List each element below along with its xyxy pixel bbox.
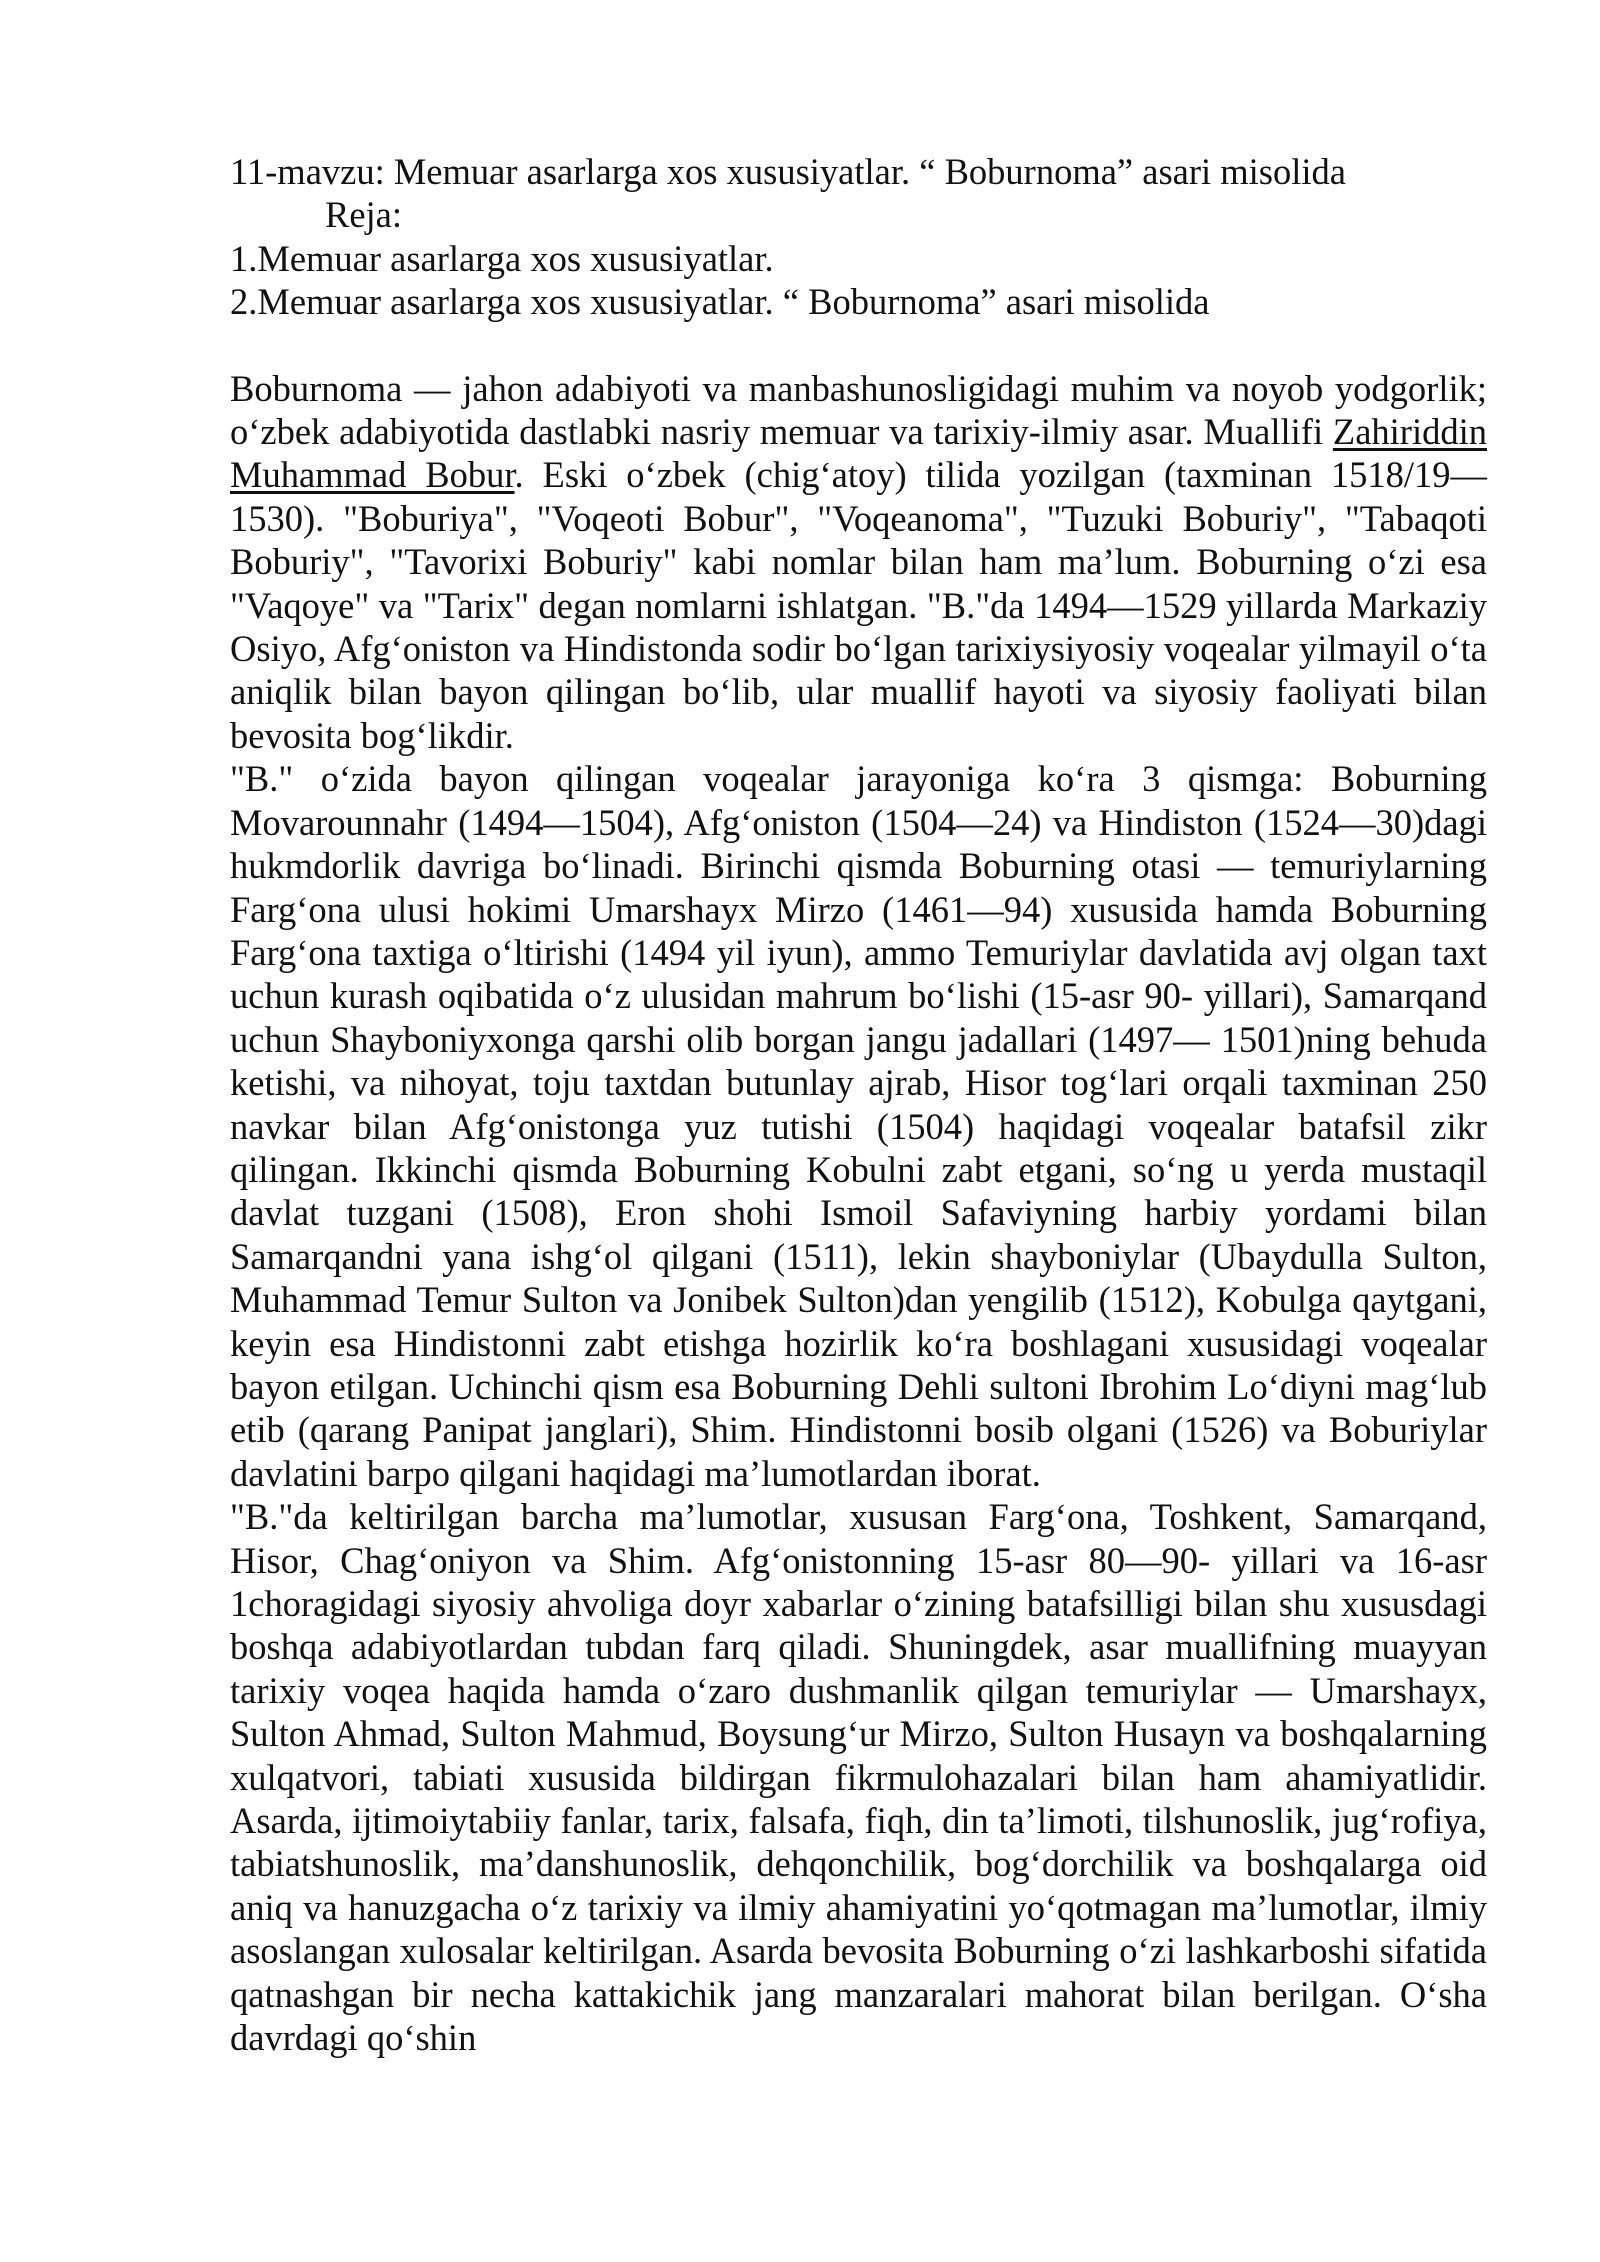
paragraph-introduction-text-start: Boburnoma — jahon adabiyoti va manbashunosligidagi muhim va noyob yodgorlik; oʻzbek adabiyotida dastlabki nasriy memuar va tarixiy-ilmiy asar. Muallifi [230,367,1487,453]
author-link[interactable]: Zahiriddin Muhammad Bobur [230,411,1487,496]
paragraph-introduction [230,367,1487,758]
paragraph-introduction-text-end: . Eski oʻzbek (chigʻatoy) tilida yozilgan (taxminan 1518/19—1530). "Boburiya", "Voqeoti Bobur", "Voqeanoma", "Tuzuki Boburiy", "Tabaqoti Boburiy", "Tavorixi Boburiy" kabi nomlar bilan ham maʼlum. Boburning oʻzi esa "Vaqoye" va "Tarix" degan nomlarni ishlatgan. "B."da 1494—1529 yillarda Markaziy Osiyo, Afgʻoniston va Hindistonda sodir boʻlgan tarixiysiyosiy voqealar yilmayil oʻta aniqlik bilan bayon qilingan boʻlib, ular muallif hayoti va siyosiy faoliyati bilan bevosita bogʻlikdir. [230,454,1487,756]
topic-title: 11-mavzu: Memuar asarlarga xos xususiyatlar. “ Boburnoma” asari misolida [230,151,1346,192]
paragraph-structure: "B." oʻzida bayon qilingan voqealar jarayoniga koʻra 3 qismga: Boburning Movarounnahr (1494—1504), Afgʻoniston (1504—24) va Hindiston (1524—30)dagi hukmdorlik davriga boʻlinadi. Birinchi qismda Boburning otasi — temuriylarning Fargʻona ulusi hokimi Umarshayx Mirzo (1461—94) xususida hamda Boburning Fargʻona taxtiga oʻltirishi (1494 yil iyun), ammo Temuriylar davlatida avj olgan taxt uchun kurash oqibatida oʻz ulusidan mahrum boʻlishi (15-asr 90- yillari), Samarqand uchun Shayboniyxonga qarshi olib borgan jangu jadallari (1497— 1501)ning behuda ketishi, va nihoyat, toju taxtdan butunlay ajrab, Hisor togʻlari orqali taxminan 250 navkar bilan Afgʻonistonga yuz tutishi (1504) haqidagi voqealar batafsil zikr qilingan. Ikkinchi qismda Boburning Kobulni zabt etgani, soʻng u yerda mustaqil davlat tuzgani (1508), Eron shohi Ismoil Safaviyning harbiy yordami bilan Samarqandni yana ishgʻol qilgani (1511), lekin shayboniylar (Ubaydulla Sulton, Muhammad Temur Sulton va Jonibek Sulton)dan yengilib (1512), Kobulga qaytgani, keyin esa Hindistonni zabt etishga hozirlik koʻra boshlagani xususidagi voqealar bayon etilgan. Uchinchi qism esa Boburning Dehli sultoni Ibrohim Loʻdiyni magʻlub etib (qarang Panipat janglari), Shim. Hindistonni bosib olgani (1526) va Boburiylar davlatini barpo qilgani haqidagi maʼlumotlardan iborat. [230,758,1487,1494]
plan-item-1: 1.Memuar asarlarga xos xususiyatlar. [230,237,774,279]
blank-line [230,324,1487,367]
plan-item-2: 2.Memuar asarlarga xos xususiyatlar. “ Boburnoma” asari misolida [230,281,1210,323]
paragraph-significance: "B."da keltirilgan barcha maʼlumotlar, xususan Fargʻona, Toshkent, Samarqand, Hisor, Chagʻoniyon va Shim. Afgʻonistonning 15-asr 80—90- yillari va 16-asr 1choragidagi siyosiy ahvoliga doyr xabarlar oʻzining batafsilligi bilan shu xususdagi boshqa adabiyotlardan tubdan farq qiladi. Shuningdek, asar muallifning muayyan tarixiy voqea haqida hamda oʻzaro dushmanlik qilgan temuriylar — Umarshayx, Sulton Ahmad, Sulton Mahmud, Boysungʻur Mirzo, Sulton Husayn va boshqalarning xulqatvori, tabiati xususida bildirgan fikrmulohazalari bilan ham ahamiyatlidir. Asarda, ijtimoiytabiiy fanlar, tarix, falsafa, fiqh, din taʼlimoti, tilshunoslik, jugʻrofiya, tabiatshunoslik, maʼdanshunoslik, dehqonchilik, bogʻdorchilik va boshqalarga oid aniq va hanuzgacha oʻz tarixiy va ilmiy ahamiyatini yoʻqotmagan maʼlumotlar, ilmiy asoslangan xulosalar keltirilgan. Asarda bevosita Boburning oʻzi lashkarboshi sifatida qatnashgan bir necha kattakichik jang manzaralari mahorat bilan berilgan. Oʻsha davrdagi qoʻshin [230,1496,1487,2059]
document-page [230,150,1487,2059]
plan-heading: Reja: [325,194,403,236]
